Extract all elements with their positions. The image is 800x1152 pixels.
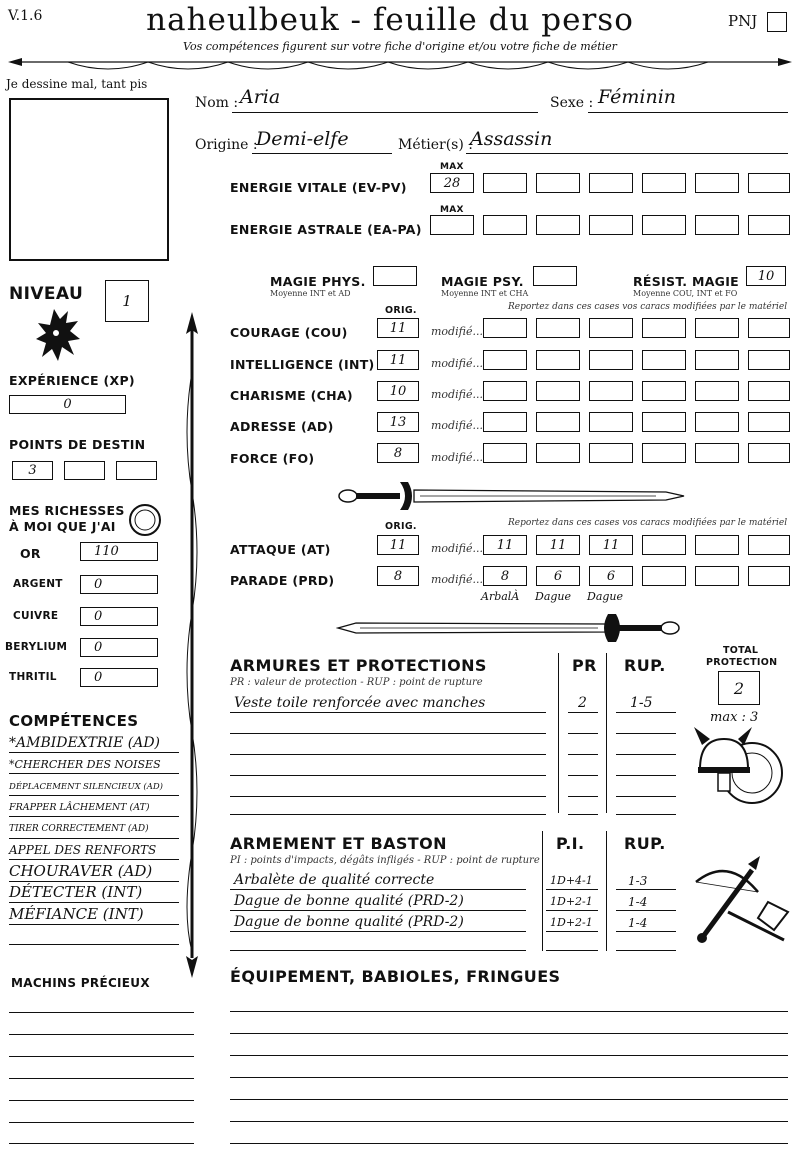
weapon-row-2-name[interactable]: Dague de bonne qualité (PRD-2) [234, 893, 464, 909]
magic-psy-box[interactable] [533, 266, 577, 286]
wealth-label-thritil: THRITIL [9, 671, 57, 683]
armor-note: PR : valeur de protection - RUP : point de rupture [230, 677, 483, 688]
sheet-subtitle: Vos compétences figurent sur votre fiche d'origine et/ou votre fiche de métier [183, 40, 617, 53]
wealth-value-or[interactable]: 110 [80, 542, 158, 561]
skill-9[interactable]: MÉFIANCE (INT) [9, 905, 144, 923]
skills-title: COMPÉTENCES [9, 712, 139, 730]
ea-box-4[interactable] [642, 215, 686, 235]
weapon-row-3-pi[interactable]: 1D+2-1 [550, 916, 593, 929]
stat-int-mod-4[interactable] [642, 350, 686, 370]
ev-max-label: MAX [440, 162, 464, 172]
skill-1[interactable]: *AMBIDEXTRIE (AD) [9, 735, 161, 751]
attack-mod-4[interactable] [642, 535, 686, 555]
weapons-pi-header: P.I. [556, 834, 585, 853]
stat-int-modif-label: modifié... [431, 357, 483, 370]
pnj-checkbox[interactable] [767, 12, 787, 32]
ea-label: ENERGIE ASTRALE (EA-PA) [230, 222, 422, 237]
stat-ad-mod-5[interactable] [695, 412, 739, 432]
weapon-row-3-rup[interactable]: 1-4 [628, 916, 648, 930]
ev-box-4[interactable] [642, 173, 686, 193]
weapon-row-1-rup[interactable]: 1-3 [628, 874, 648, 888]
stat-fo-modif-label: modifié... [431, 451, 483, 464]
portrait-frame[interactable] [9, 98, 169, 261]
ev-box-5[interactable] [695, 173, 739, 193]
weapon-row-1-pi[interactable]: 1D+4-1 [550, 874, 593, 887]
weapon-row-2-rup[interactable]: 1-4 [628, 895, 648, 909]
ea-box-1[interactable] [483, 215, 527, 235]
stats-note: Reportez dans ces cases vos caracs modifiées par le matériel [508, 302, 788, 312]
stat-cha-mod-6[interactable] [748, 381, 790, 401]
stat-cha-mod-5[interactable] [695, 381, 739, 401]
combat-orig-label: ORIG. [385, 521, 417, 532]
stat-cou-mod-4[interactable] [642, 318, 686, 338]
destiny-box-3[interactable] [116, 461, 157, 480]
stat-fo-mod-5[interactable] [695, 443, 739, 463]
attack-mod-3[interactable]: 11 [589, 535, 633, 555]
parry-mod-2[interactable]: 6 [536, 566, 580, 586]
skill-8[interactable]: DÉTECTER (INT) [9, 883, 143, 901]
wealth-value-berylium[interactable]: 0 [80, 638, 158, 657]
coin-icon [128, 503, 162, 537]
magic-psy-label: MAGIE PSY. [441, 274, 524, 289]
ev-max-box[interactable]: 28 [430, 173, 474, 193]
armor-pr-header: PR [572, 656, 597, 675]
resist-magic-note: Moyenne COU, INT et FO [633, 289, 738, 298]
stat-fo-mod-6[interactable] [748, 443, 790, 463]
origin-label: Origine : [195, 137, 258, 153]
stat-ad-modif-label: modifié... [431, 419, 483, 432]
ea-box-3[interactable] [589, 215, 633, 235]
ea-box-6[interactable] [748, 215, 790, 235]
xp-box[interactable]: 0 [9, 395, 126, 414]
ev-box-1[interactable] [483, 173, 527, 193]
stat-cha-orig[interactable]: 10 [377, 381, 419, 401]
wealth-label-berylium: BERYLIUM [5, 641, 68, 653]
attack-mod-2[interactable]: 11 [536, 535, 580, 555]
wealth-label-2: À MOI QUE J'AI [9, 519, 116, 534]
parry-label: PARADE (PRD) [230, 573, 335, 588]
stat-ad-mod-3[interactable] [589, 412, 633, 432]
attack-mod-1[interactable]: 11 [483, 535, 527, 555]
destiny-box-2[interactable] [64, 461, 105, 480]
ev-box-2[interactable] [536, 173, 580, 193]
stat-int-mod-3[interactable] [589, 350, 633, 370]
stat-int-label: INTELLIGENCE (INT) [230, 357, 375, 372]
stat-fo-label: FORCE (FO) [230, 451, 315, 466]
stat-cou-orig[interactable]: 11 [377, 318, 419, 338]
wealth-value-cuivre[interactable]: 0 [80, 607, 158, 626]
ev-box-6[interactable] [748, 173, 790, 193]
wealth-label-argent: ARGENT [13, 578, 63, 590]
wealth-label-or: OR [20, 546, 41, 561]
stat-cou-mod-5[interactable] [695, 318, 739, 338]
origin-value[interactable]: Demi-elfe [256, 128, 349, 150]
stat-cou-mod-6[interactable] [748, 318, 790, 338]
version-label: V.1.6 [8, 8, 43, 24]
job-value[interactable]: Assassin [470, 128, 553, 150]
stat-ad-label: ADRESSE (AD) [230, 419, 334, 434]
parry-orig[interactable]: 8 [377, 566, 419, 586]
stat-cou-label: COURAGE (COU) [230, 325, 348, 340]
stat-ad-mod-4[interactable] [642, 412, 686, 432]
sword-divider-icon [336, 478, 686, 514]
job-label: Métier(s) : [398, 137, 473, 153]
armor-row-1-pr[interactable]: 2 [578, 695, 587, 711]
weapon-note-3: Dague [587, 590, 624, 603]
total-protection-label-2: PROTECTION [706, 657, 778, 668]
destiny-box-1[interactable]: 3 [12, 461, 53, 480]
combat-note: Reportez dans ces cases vos caracs modifiées par le matériel [508, 518, 788, 528]
stat-fo-mod-3[interactable] [589, 443, 633, 463]
stat-int-mod-5[interactable] [695, 350, 739, 370]
stat-cha-mod-1[interactable] [483, 381, 527, 401]
equipment-title: ÉQUIPEMENT, BABIOLES, FRINGUES [230, 967, 561, 986]
weapons-rup-header: RUP. [624, 834, 666, 853]
parry-modif-label: modifié... [431, 573, 483, 586]
magic-phys-box[interactable] [373, 266, 417, 286]
attack-mod-6[interactable] [748, 535, 790, 555]
skill-4[interactable]: FRAPPER LÂCHEMENT (AT) [9, 802, 150, 813]
stat-cha-mod-4[interactable] [642, 381, 686, 401]
helmet-shield-icon [694, 727, 786, 809]
stat-cha-label: CHARISME (CHA) [230, 388, 353, 403]
weapon-row-3-name[interactable]: Dague de bonne qualité (PRD-2) [234, 914, 464, 930]
stat-int-orig[interactable]: 11 [377, 350, 419, 370]
name-value[interactable]: Aria [240, 86, 281, 108]
armor-rup-header: RUP. [624, 656, 666, 675]
stat-ad-orig[interactable]: 13 [377, 412, 419, 432]
weapon-note-1: ArbalÀ [481, 590, 520, 603]
skill-3[interactable]: DÉPLACEMENT SILENCIEUX (AD) [9, 782, 163, 792]
skill-5[interactable]: TIRER CORRECTEMENT (AD) [9, 824, 149, 834]
max-protection-note: max : 3 [710, 710, 759, 725]
ea-max-label: MAX [440, 205, 464, 215]
stat-cou-mod-1[interactable] [483, 318, 527, 338]
stat-cha-mod-3[interactable] [589, 381, 633, 401]
attack-orig[interactable]: 11 [377, 535, 419, 555]
spear-divider-icon [180, 312, 204, 978]
parry-mod-1[interactable]: 8 [483, 566, 527, 586]
ea-box-2[interactable] [536, 215, 580, 235]
skill-2[interactable]: *CHERCHER DES NOISES [9, 758, 161, 771]
stat-fo-mod-2[interactable] [536, 443, 580, 463]
stat-cha-mod-2[interactable] [536, 381, 580, 401]
wealth-value-argent[interactable]: 0 [80, 575, 158, 594]
destiny-label: POINTS DE DESTIN [9, 437, 146, 452]
stat-ad-mod-2[interactable] [536, 412, 580, 432]
level-box[interactable]: 1 [105, 280, 149, 322]
ev-box-3[interactable] [589, 173, 633, 193]
magic-psy-note: Moyenne INT et CHA [441, 289, 529, 298]
sex-value[interactable]: Féminin [598, 86, 677, 108]
wealth-label-cuivre: CUIVRE [13, 610, 59, 622]
total-protection-box[interactable]: 2 [718, 671, 760, 705]
weapon-row-2-pi[interactable]: 1D+2-1 [550, 895, 593, 908]
parry-mod-4[interactable] [642, 566, 686, 586]
decorative-vine-divider [8, 52, 792, 78]
parry-mod-6[interactable] [748, 566, 790, 586]
skill-7[interactable]: CHOURAVER (AD) [9, 862, 153, 880]
sword-divider-icon-2 [336, 610, 682, 646]
stat-fo-mod-4[interactable] [642, 443, 686, 463]
stats-orig-label: ORIG. [385, 305, 417, 316]
stat-ad-mod-6[interactable] [748, 412, 790, 432]
weapons-title: ARMEMENT ET BASTON [230, 834, 447, 853]
name-label: Nom : [195, 95, 239, 111]
magic-phys-note: Moyenne INT et AD [270, 289, 351, 298]
attack-modif-label: modifié... [431, 542, 483, 555]
parry-mod-5[interactable] [695, 566, 739, 586]
skill-6[interactable]: APPEL DES RENFORTS [9, 843, 157, 857]
stat-int-mod-6[interactable] [748, 350, 790, 370]
stat-cou-modif-label: modifié... [431, 325, 483, 338]
stat-int-mod-1[interactable] [483, 350, 527, 370]
stat-cou-mod-2[interactable] [536, 318, 580, 338]
resist-magic-label: RÉSIST. MAGIE [633, 274, 740, 289]
xp-label: EXPÉRIENCE (XP) [9, 373, 135, 388]
crossed-weapons-icon [688, 852, 792, 948]
attack-label: ATTAQUE (AT) [230, 542, 331, 557]
stat-fo-orig[interactable]: 8 [377, 443, 419, 463]
ea-max-box[interactable] [430, 215, 474, 235]
parry-mod-3[interactable]: 6 [589, 566, 633, 586]
wealth-value-thritil[interactable]: 0 [80, 668, 158, 687]
sex-label: Sexe : [550, 95, 594, 111]
level-label: NIVEAU [9, 284, 84, 304]
weapons-note: PI : points d'impacts, dégâts infligés - RUP : point de rupture [230, 855, 540, 866]
wealth-label-1: MES RICHESSES [9, 503, 125, 518]
sheet-title: naheulbeuk - feuille du perso [146, 2, 634, 38]
portrait-caption: Je dessine mal, tant pis [6, 77, 148, 91]
attack-mod-5[interactable] [695, 535, 739, 555]
ea-box-5[interactable] [695, 215, 739, 235]
ev-label: ENERGIE VITALE (EV-PV) [230, 180, 407, 195]
magic-phys-label: MAGIE PHYS. [270, 274, 366, 289]
stat-cou-mod-3[interactable] [589, 318, 633, 338]
resist-magic-box[interactable]: 10 [746, 266, 786, 286]
stat-fo-mod-1[interactable] [483, 443, 527, 463]
dragon-icon [34, 305, 82, 365]
precious-title: MACHINS PRÉCIEUX [11, 976, 150, 990]
weapon-row-1-name[interactable]: Arbalète de qualité correcte [234, 872, 435, 888]
stat-ad-mod-1[interactable] [483, 412, 527, 432]
armor-row-1-name[interactable]: Veste toile renforcée avec manches [234, 695, 486, 711]
armor-row-1-rup[interactable]: 1-5 [630, 695, 653, 711]
stat-cha-modif-label: modifié... [431, 388, 483, 401]
pnj-label: PNJ [728, 12, 758, 30]
weapon-note-2: Dague [535, 590, 572, 603]
stat-int-mod-2[interactable] [536, 350, 580, 370]
total-protection-label-1: TOTAL [723, 645, 759, 656]
armor-title: ARMURES ET PROTECTIONS [230, 656, 487, 675]
